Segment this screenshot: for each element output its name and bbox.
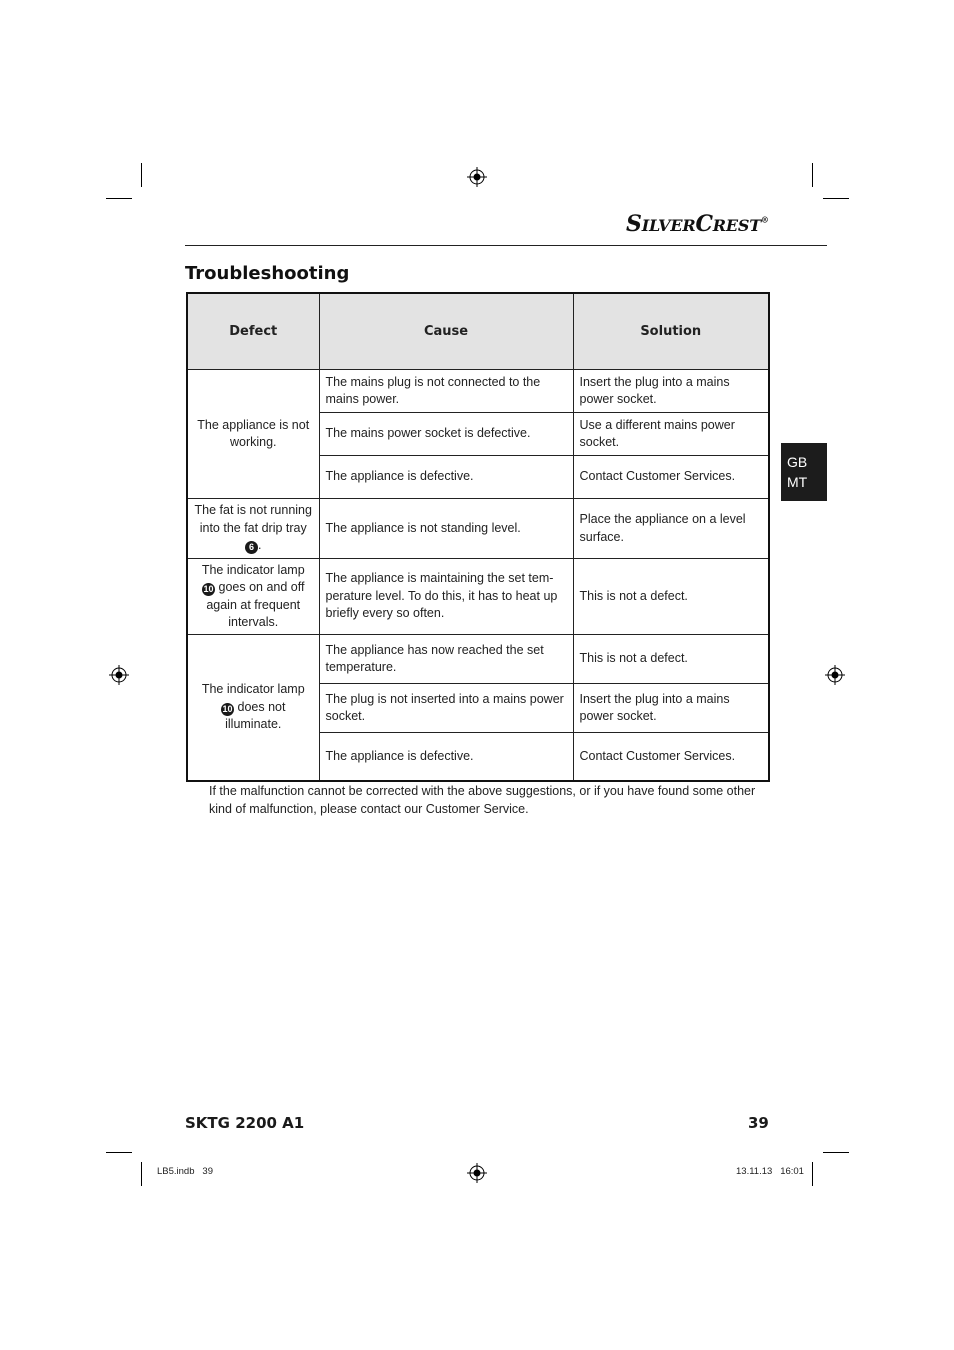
- solution-cell: Contact Customer Services.: [573, 733, 769, 781]
- slug-datetime: 13.11.13 16:01: [736, 1166, 804, 1177]
- support-note: If the malfunction cannot be corrected with the above suggestions, or if you have found some other kind of malfunction, please contact our Customer Service.: [209, 784, 756, 816]
- part-number-badge: 10: [222, 703, 233, 714]
- solution-cell: Insert the plug into a mains power socket.: [573, 370, 769, 413]
- defect-cell: The indicator lamp 10 does not illuminate.: [187, 635, 319, 781]
- language-tab: [781, 443, 827, 501]
- cause-cell: The appliance has now reached the set temperature.: [319, 635, 573, 684]
- troubleshooting-table: [186, 292, 770, 782]
- slug-file: LB5.indb 39: [157, 1166, 213, 1177]
- registration-mark-icon: [467, 1163, 487, 1183]
- crop-mark: [812, 163, 813, 187]
- cause-cell: The appliance is maintaining the set tem-perature level. To do this, it has to heat up briefly every so often.: [319, 559, 573, 635]
- language-tab-line: MT: [787, 474, 808, 490]
- page-number: 39: [748, 1114, 769, 1132]
- registration-mark-icon: [825, 665, 845, 685]
- cause-cell: The mains power socket is defective.: [319, 413, 573, 456]
- header-defect: Defect: [187, 293, 319, 370]
- registration-mark-icon: [109, 665, 129, 685]
- crop-mark: [823, 198, 849, 199]
- solution-cell: Contact Customer Services.: [573, 456, 769, 499]
- table-row: [187, 559, 769, 635]
- crop-mark: [141, 163, 142, 187]
- header-rule: [185, 245, 827, 246]
- cause-cell: The mains plug is not connected to the mains power.: [319, 370, 573, 413]
- solution-cell: This is not a defect.: [573, 635, 769, 684]
- registration-mark-icon: [467, 167, 487, 187]
- crop-mark: [106, 1152, 132, 1153]
- model-number: SKTG 2200 A1: [185, 1114, 305, 1132]
- defect-cell: The fat is not running into the fat drip tray 6 .: [187, 499, 319, 559]
- crop-mark: [106, 198, 132, 199]
- part-number-badge: 6: [245, 541, 258, 554]
- cause-cell: The appliance is defective.: [319, 733, 573, 781]
- header-solution: Solution: [573, 293, 769, 370]
- table-row: [187, 635, 769, 684]
- table-row: [187, 499, 769, 559]
- solution-cell: This is not a defect.: [573, 559, 769, 635]
- part-number-badge: 10: [203, 584, 214, 594]
- cause-cell: The appliance is defective.: [319, 456, 573, 499]
- crop-mark: [141, 1162, 142, 1186]
- header-cause: Cause: [319, 293, 573, 370]
- solution-cell: Place the appliance on a level surface.: [573, 499, 769, 559]
- solution-cell: Insert the plug into a mains power socket.: [573, 684, 769, 733]
- table-header-row: [187, 293, 769, 370]
- page-title: Troubleshooting: [185, 263, 350, 284]
- crop-mark: [823, 1152, 849, 1153]
- cause-cell: The appliance is not standing level.: [319, 499, 573, 559]
- solution-cell: Use a different mains power socket.: [573, 413, 769, 456]
- language-tab-line: GB: [787, 454, 808, 470]
- defect-cell: The appliance is not working.: [187, 370, 319, 499]
- crop-mark: [812, 1162, 813, 1186]
- defect-cell: The indicator lamp 10 goes on and off again at frequent intervals.: [187, 559, 319, 635]
- table-row: [187, 370, 769, 413]
- brand-logo: SILVERCREST®: [626, 211, 769, 237]
- cause-cell: The plug is not inserted into a mains power socket.: [319, 684, 573, 733]
